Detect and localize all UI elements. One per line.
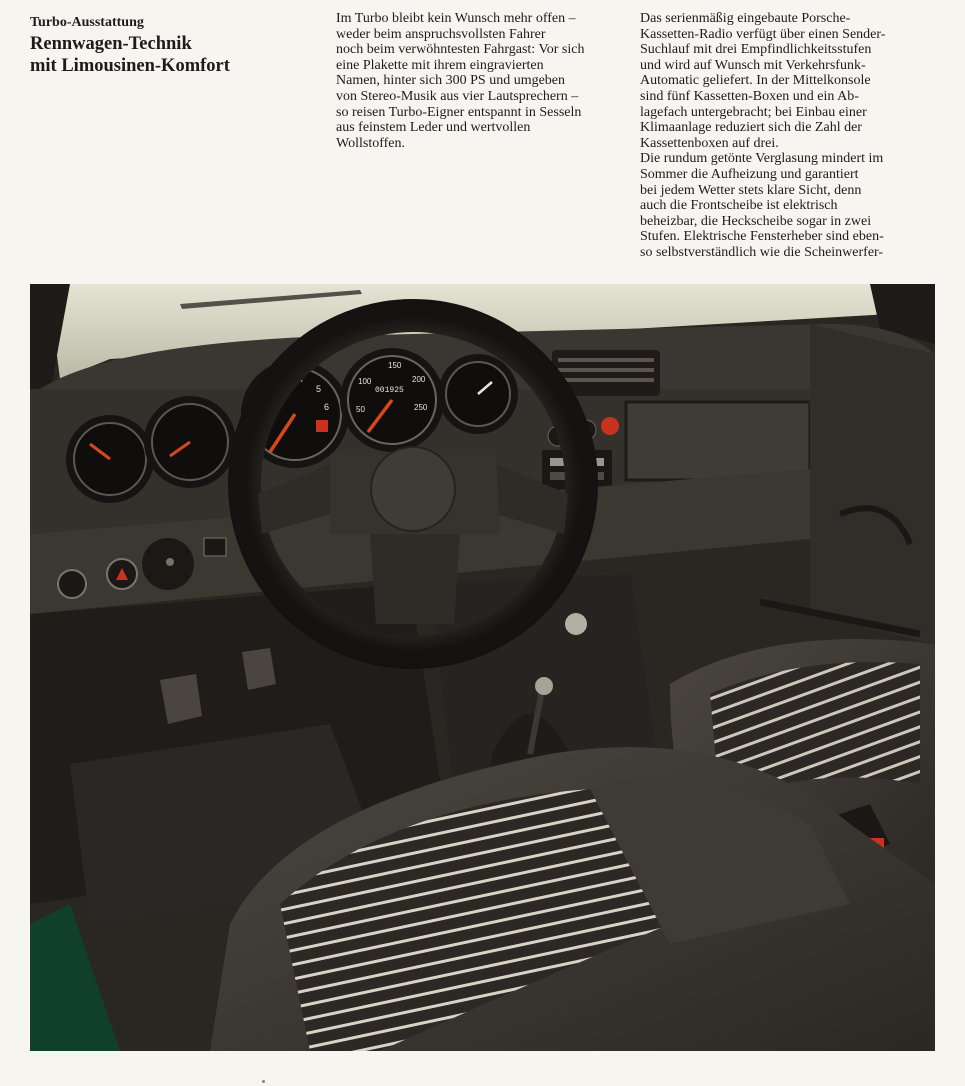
text-line: Klimaanlage reduziert sich die Zahl der bbox=[640, 120, 862, 136]
gauge-clock bbox=[438, 354, 518, 434]
section-kicker: Turbo-Ausstattung bbox=[30, 15, 144, 30]
text-line: Wollstoffen. bbox=[336, 135, 405, 151]
headline-line: mit Limousinen-Komfort bbox=[30, 56, 230, 76]
body-column-1 bbox=[336, 11, 636, 151]
gauge-speedometer bbox=[340, 348, 444, 452]
text-line: lagefach untergebracht; bei Einbau einer bbox=[640, 104, 867, 120]
text-line: weder beim anspruchsvollsten Fahrer bbox=[336, 26, 546, 42]
interior-photo bbox=[30, 284, 935, 1051]
page-mark bbox=[262, 1080, 265, 1083]
text-line: Die rundum getönte Verglasung mindert im bbox=[640, 151, 884, 167]
text-line: beheizbar, die Heckscheibe sogar in zwei bbox=[640, 213, 872, 229]
tach-tick-label: 4 bbox=[298, 374, 304, 384]
text-line: Sommer die Aufheizung und garantiert bbox=[640, 166, 859, 182]
text-line: von Stereo-Musik aus vier Lautsprechern – bbox=[336, 88, 579, 104]
gauge-oil-pressure bbox=[144, 396, 236, 488]
text-line: Kassetten-Radio verfügt über einen Sender- bbox=[640, 26, 886, 42]
headline-line: Rennwagen-Technik bbox=[30, 34, 192, 54]
door-panel-right bbox=[810, 324, 935, 644]
text-line: so selbstverständlich wie die Scheinwerfer- bbox=[640, 244, 884, 260]
handbrake-knob bbox=[565, 613, 587, 635]
speedo-tick-label: 250 bbox=[414, 403, 428, 412]
speedo-tick-label: 100 bbox=[358, 377, 372, 386]
text-line: Kassettenboxen auf drei. bbox=[640, 135, 779, 151]
tach-tick-label: 6 bbox=[324, 402, 330, 412]
text-line: Stufen. Elektrische Fensterheber sind eben- bbox=[640, 229, 884, 245]
tach-tick-label: 2 bbox=[262, 394, 268, 404]
speedo-tick-label: 50 bbox=[356, 405, 365, 414]
text-line: sind fünf Kassetten-Boxen und ein Ab- bbox=[640, 88, 859, 104]
gauge-oil-level bbox=[66, 415, 154, 503]
text-line: so reisen Turbo-Eigner entspannt in Sesseln bbox=[336, 104, 582, 120]
tach-tick-label: 5 bbox=[316, 384, 322, 394]
text-line: aus feinstem Leder und wertvollen bbox=[336, 120, 531, 136]
interior-illustration bbox=[30, 284, 935, 1051]
speedo-tick-label: 150 bbox=[388, 361, 402, 370]
text-line: Das serienmäßig eingebaute Porsche- bbox=[640, 11, 851, 26]
text-line: eine Plakette mit ihrem eingravierten bbox=[336, 57, 544, 73]
glovebox bbox=[626, 402, 810, 480]
odometer-reading: 001925 bbox=[375, 386, 404, 395]
headline bbox=[30, 33, 310, 77]
body-column-2 bbox=[640, 11, 940, 261]
text-line: Im Turbo bleibt kein Wunsch mehr offen – bbox=[336, 11, 576, 26]
text-line: und wird auf Wunsch mit Verkehrsfunk- bbox=[640, 57, 866, 73]
text-line: auch die Frontscheibe ist elektrisch bbox=[640, 198, 838, 214]
text-line: Suchlauf mit drei Empfindlichkeitsstufen bbox=[640, 42, 872, 58]
text-line: bei jedem Wetter stets klare Sicht, denn bbox=[640, 182, 862, 198]
tach-tick-label: 1 bbox=[260, 424, 266, 434]
text-line: noch beim verwöhntesten Fahrgast: Vor sich bbox=[336, 42, 585, 58]
text-line: Automatic geliefert. In der Mittelkonsole bbox=[640, 73, 871, 89]
horn-pad-crest bbox=[371, 447, 455, 531]
speedo-tick-label: 200 bbox=[412, 375, 426, 384]
text-line: Namen, hinter sich 300 PS und umgeben bbox=[336, 73, 566, 89]
heading-block bbox=[30, 14, 310, 77]
